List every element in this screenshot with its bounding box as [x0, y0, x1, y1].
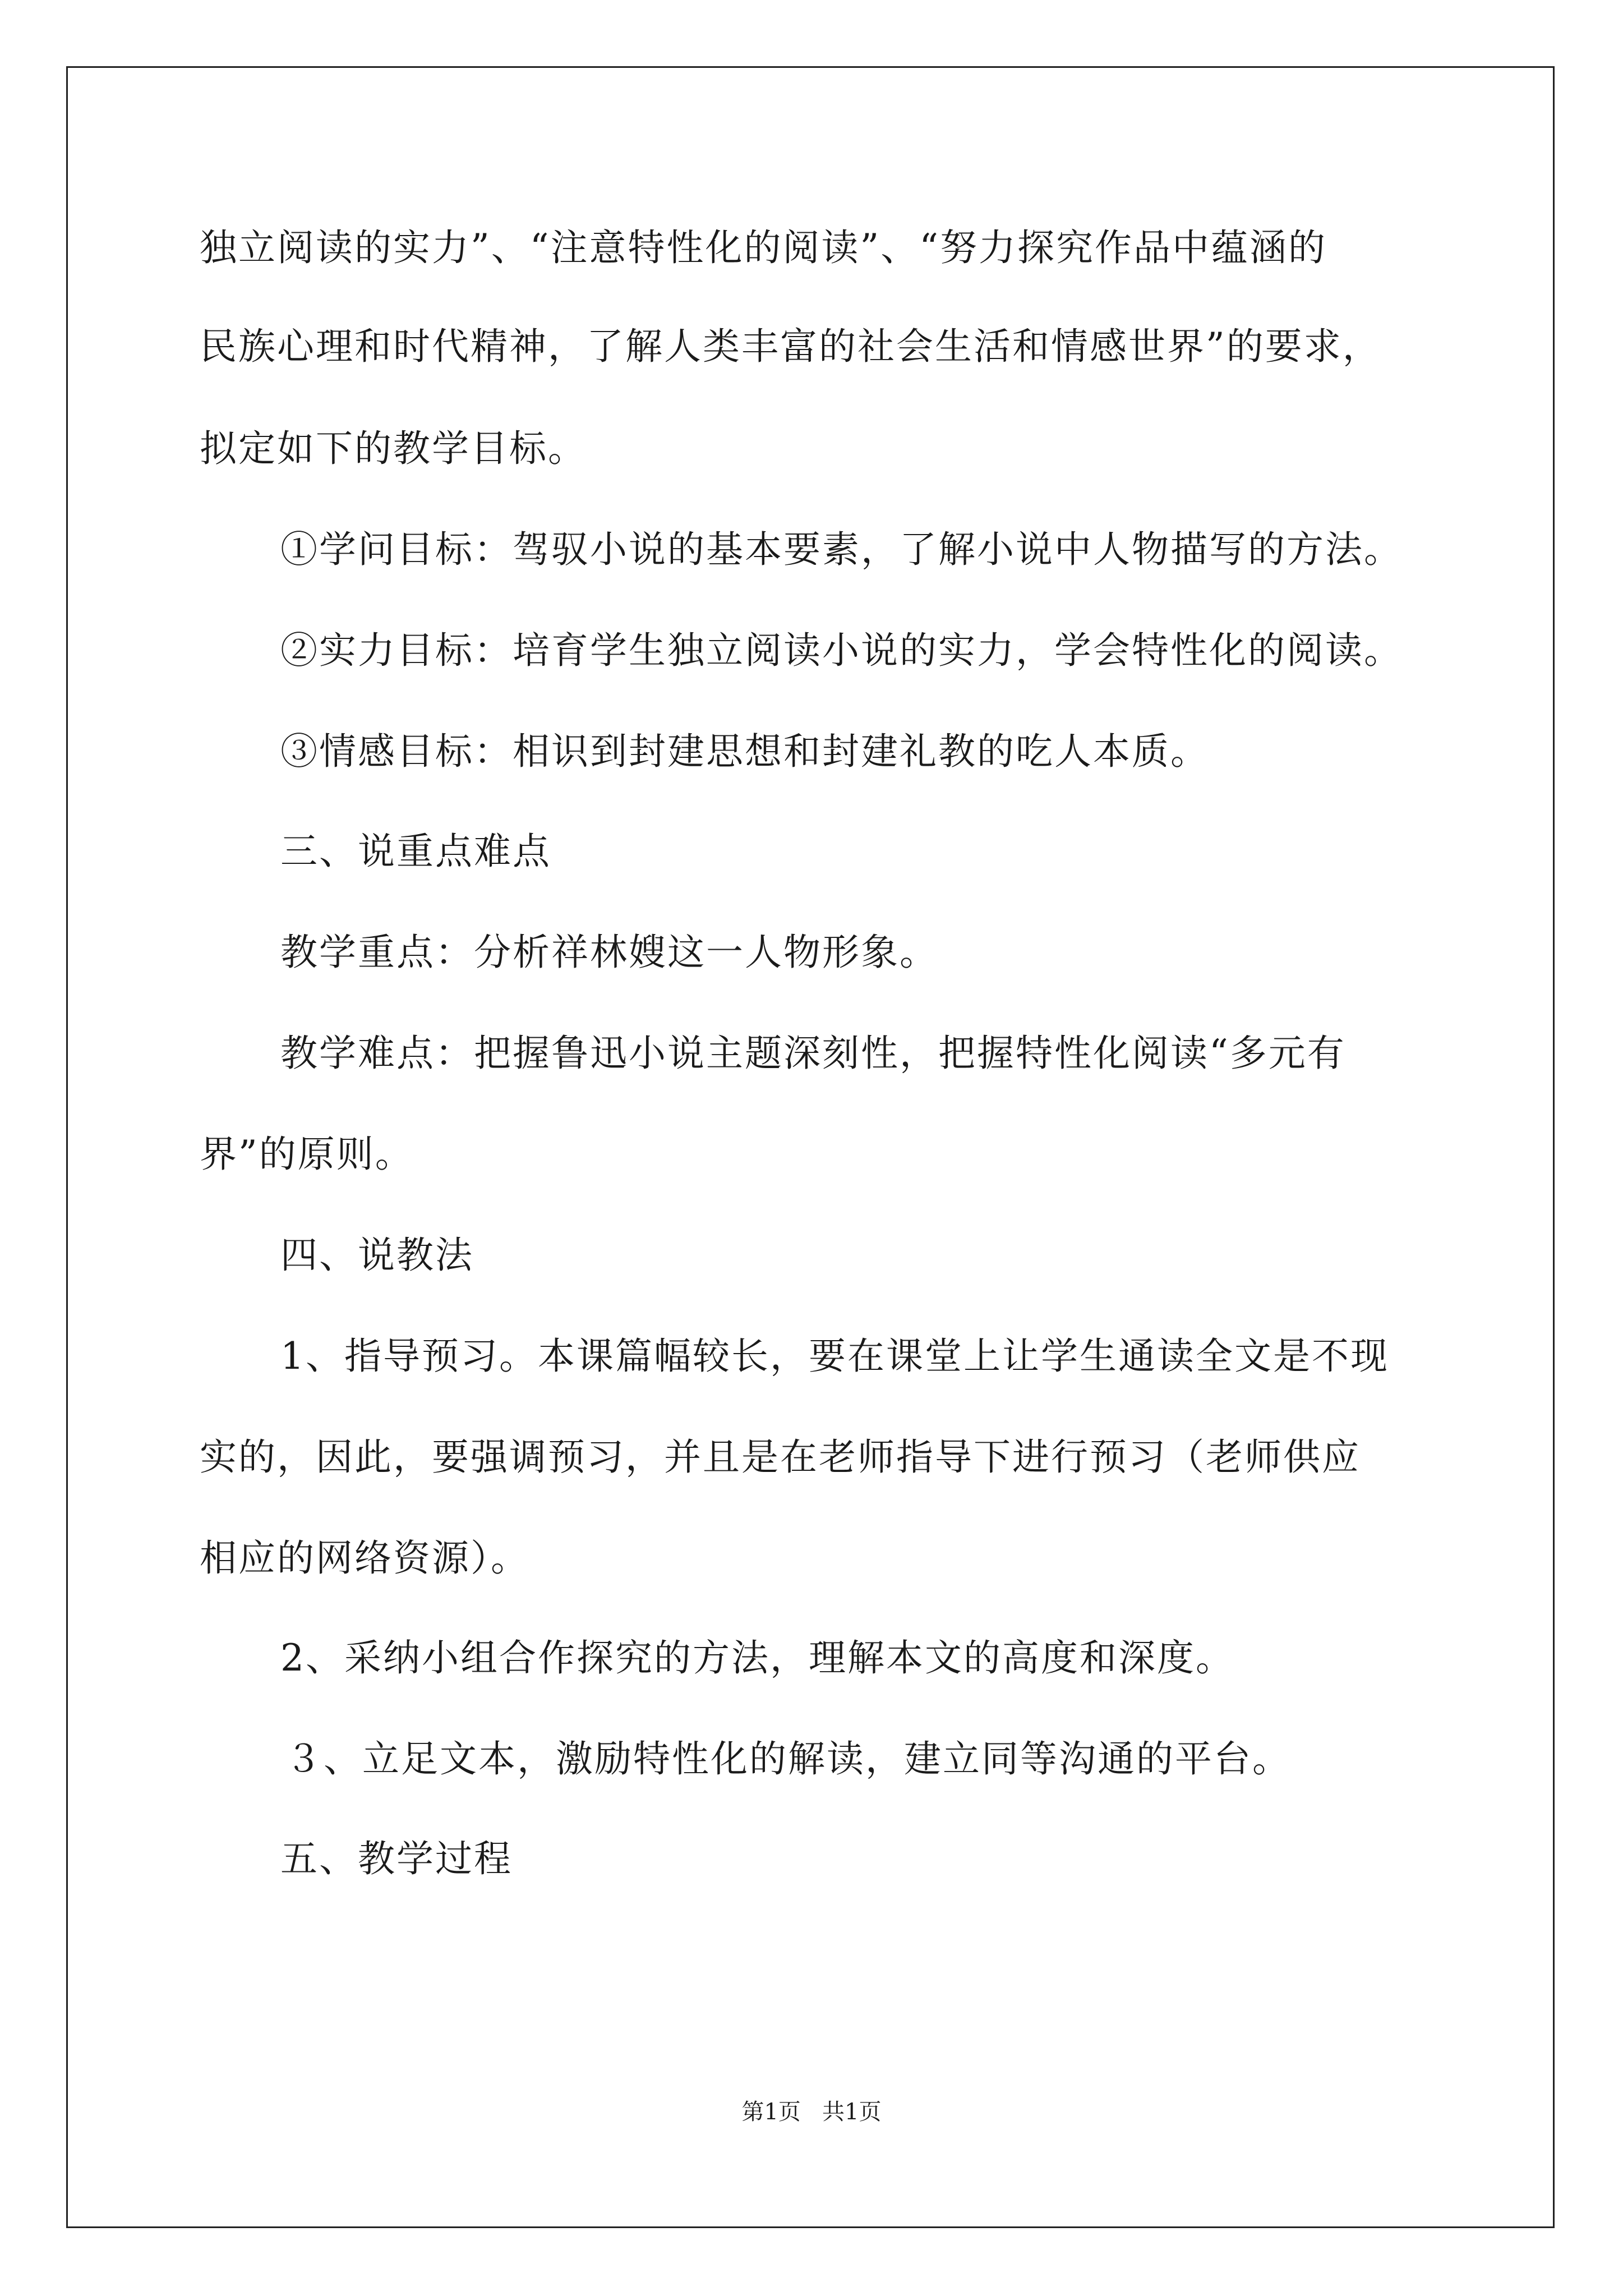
method-item: 2、采纳小组合作探究的方法，理解本文的高度和深度。 [280, 1636, 1234, 1680]
objective-ability: ②实力目标：培育学生独立阅读小说的实力，学会特性化的阅读。 [280, 629, 1403, 672]
teaching-difficulty: 教学难点：把握鲁迅小说主题深刻性，把握特性化阅读“多元有 [280, 1032, 1346, 1075]
text-line: 民族心理和时代精神，了解人类丰富的社会生活和情感世界”的要求， [200, 325, 1381, 368]
page-number: 第1页 共1页 [741, 2099, 882, 2125]
method-item: ３、立足文本，激励特性化的解读，建立同等沟通的平台。 [285, 1737, 1291, 1780]
text-line: 相应的网络资源）。 [200, 1536, 529, 1580]
method-item: 1、指导预习。本课篇幅较长，要在课堂上让学生通读全文是不现 [280, 1335, 1389, 1378]
section-heading: 四、说教法 [280, 1234, 474, 1277]
teaching-focus: 教学重点：分析祥林嫂这一人物形象。 [280, 931, 938, 974]
section-heading: 三、说重点难点 [280, 830, 551, 873]
objective-knowledge: ①学问目标：驾驭小说的基本要素，了解小说中人物描写的方法。 [280, 528, 1403, 571]
objective-emotion: ③情感目标：相识到封建思想和封建礼教的吃人本质。 [280, 730, 1209, 773]
text-line: 界”的原则。 [200, 1133, 414, 1176]
section-heading: 五、教学过程 [280, 1837, 513, 1880]
text-line: 实的，因此，要强调预习，并且是在老师指导下进行预习（老师供应 [200, 1435, 1361, 1479]
text-line: 拟定如下的教学目标。 [200, 427, 587, 470]
text-line: 独立阅读的实力”、“注意特性化的阅读”、“努力探究作品中蕴涵的 [200, 226, 1327, 269]
